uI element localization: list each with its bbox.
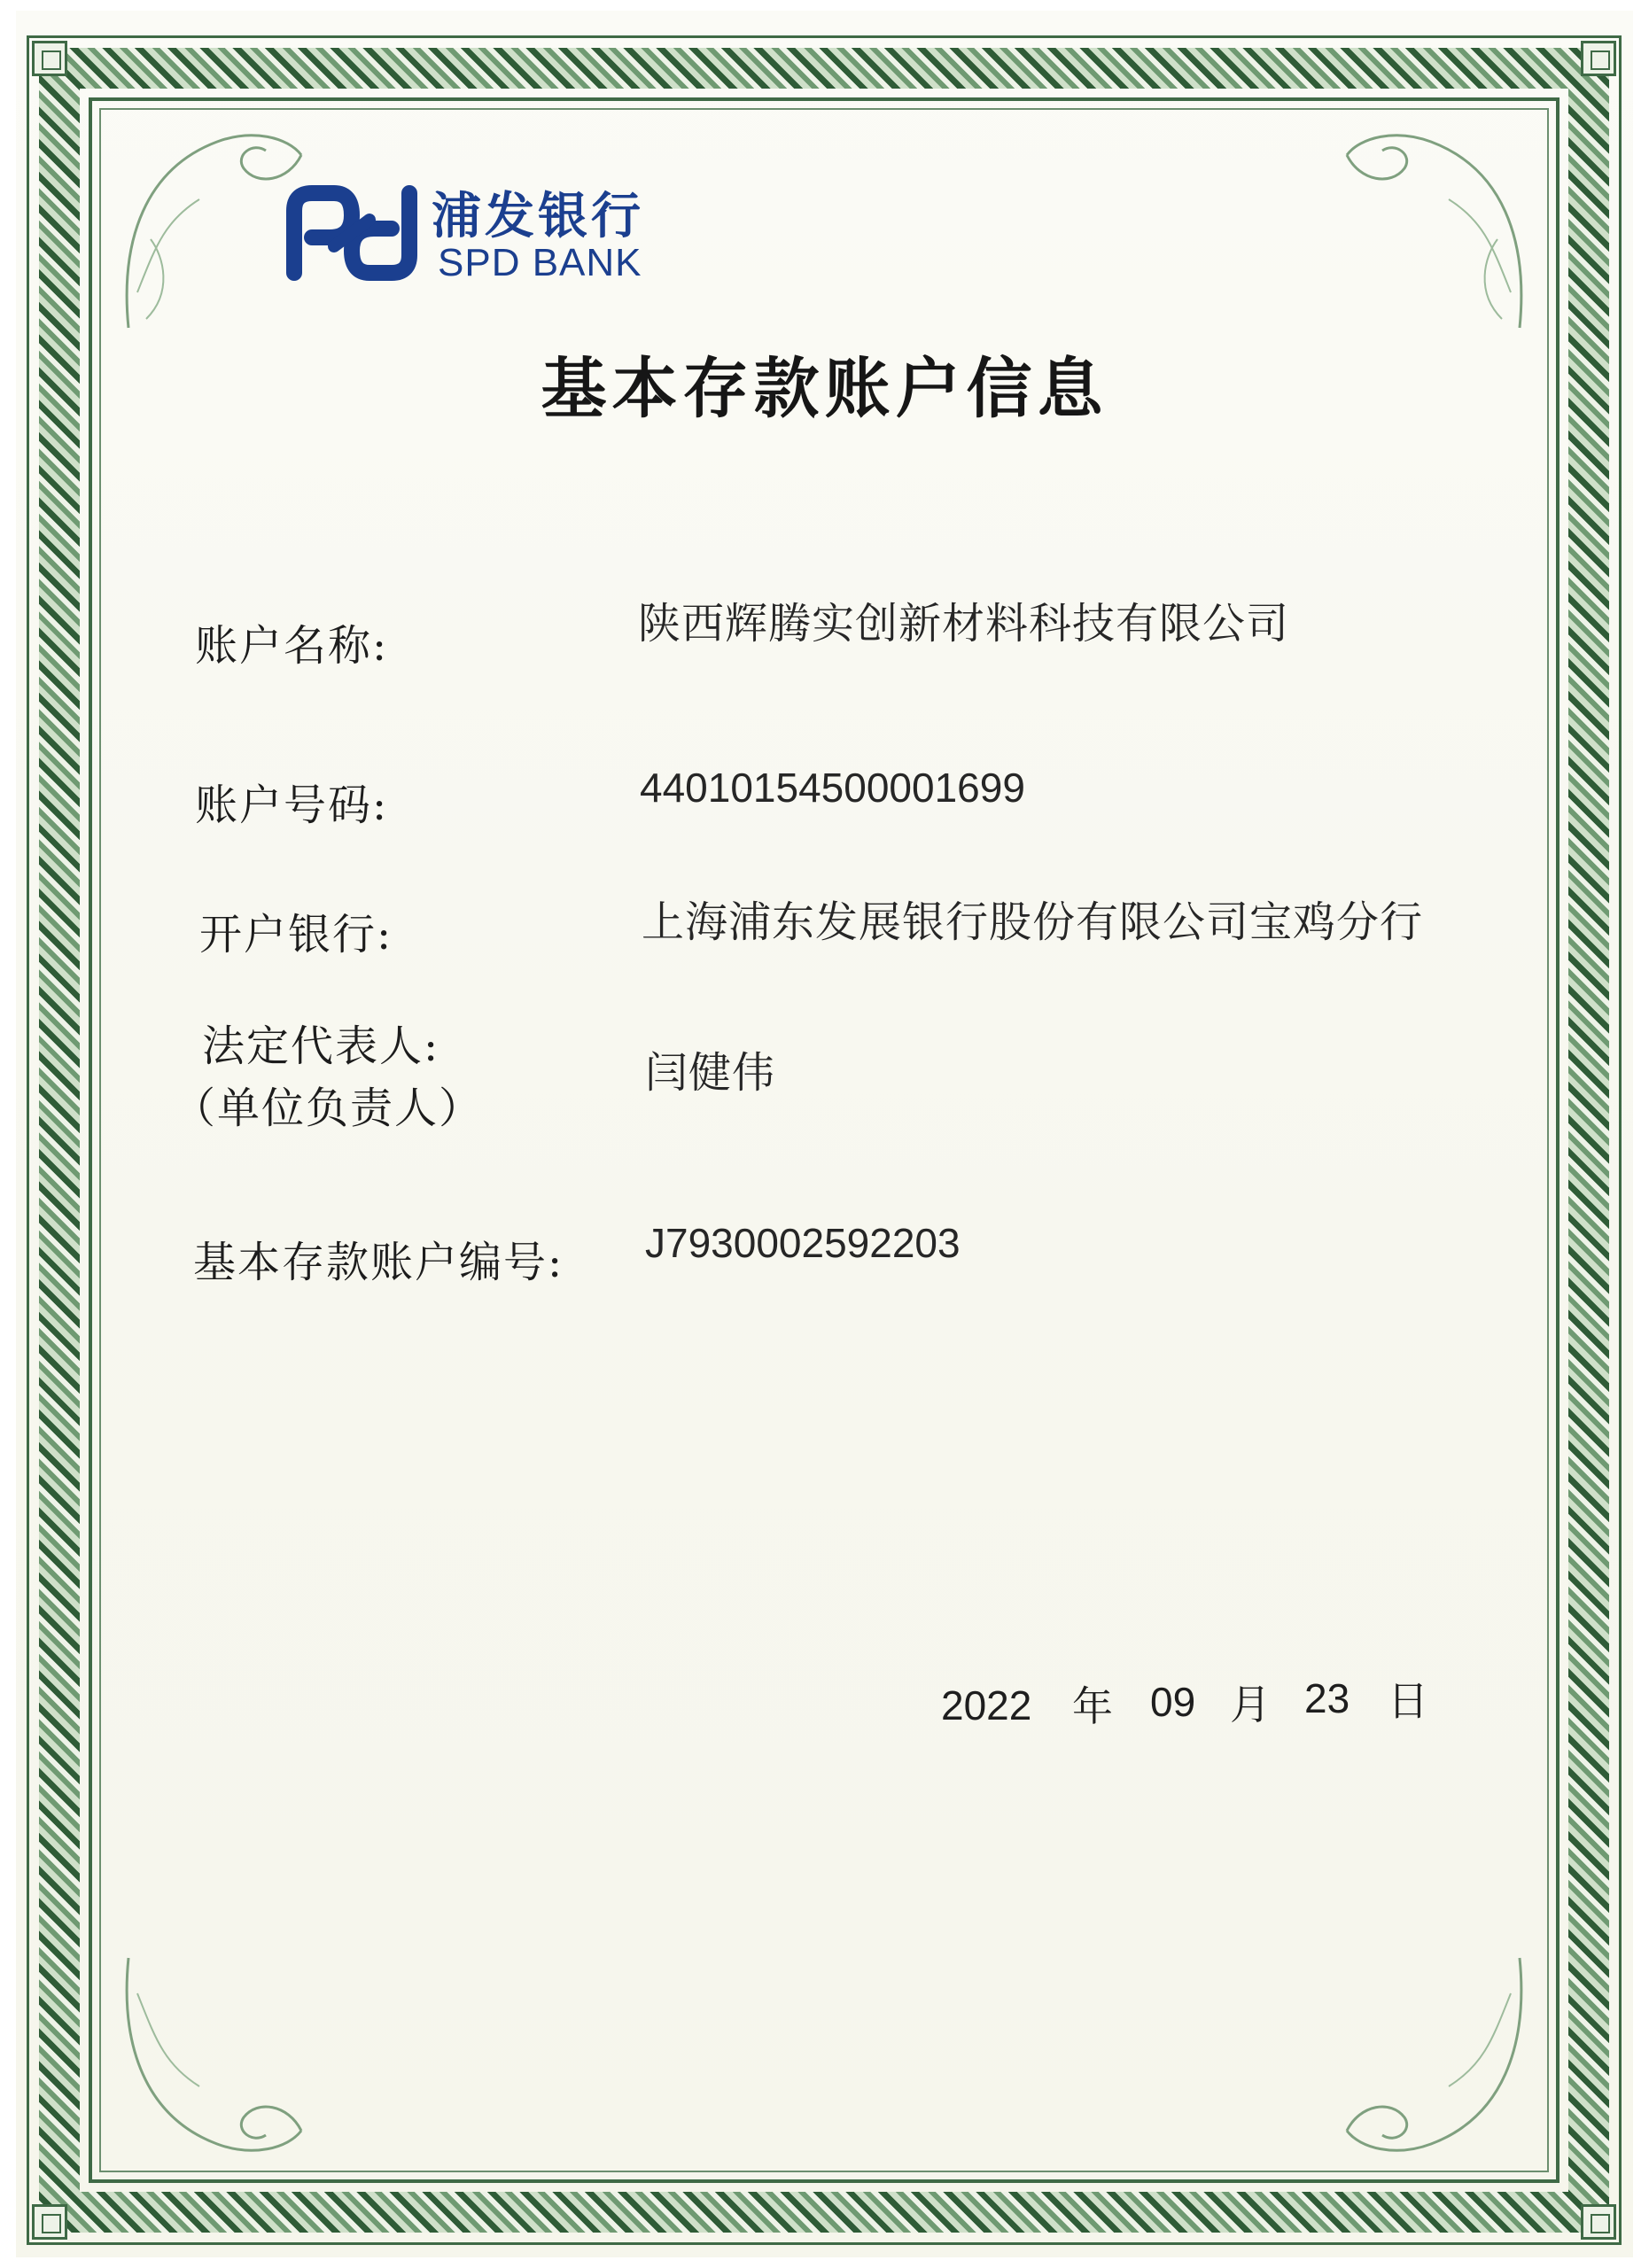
basic-account-id-label: 基本存款账户编号: xyxy=(193,1238,564,1287)
spd-bank-logo xyxy=(285,177,657,292)
legal-rep-label: 法定代表人: xyxy=(202,1021,440,1071)
account-number-value: 44010154500001699 xyxy=(640,765,1025,811)
border-corner-bottom-left xyxy=(32,2204,67,2240)
corner-ornament-top-left xyxy=(111,115,315,346)
account-number-label: 账户号码: xyxy=(195,781,389,830)
spd-logo-mark-icon xyxy=(285,184,418,282)
opening-bank-label: 开户银行: xyxy=(199,910,393,959)
date-day-unit: 日 xyxy=(1388,1677,1428,1725)
date-day: 23 xyxy=(1304,1675,1350,1721)
date-year: 2022 xyxy=(941,1682,1032,1728)
corner-ornament-bottom-left xyxy=(111,1940,315,2171)
legal-rep-value: 闫健伟 xyxy=(645,1048,776,1098)
document-title: 基本存款账户信息 xyxy=(541,351,1108,427)
account-name-label: 账户名称: xyxy=(195,621,389,671)
date-month: 09 xyxy=(1150,1679,1196,1725)
border-corner-bottom-right xyxy=(1581,2204,1616,2240)
border-corner-top-left xyxy=(32,41,67,76)
bank-name-english: SPD BANK xyxy=(438,241,642,284)
basic-account-id-value: J7930002592203 xyxy=(645,1220,961,1266)
account-name-value: 陕西辉腾实创新材料科技有限公司 xyxy=(638,599,1290,649)
date-year-unit: 年 xyxy=(1072,1682,1113,1730)
legal-rep-sublabel: （单位负责人） xyxy=(173,1084,484,1133)
border-corner-top-right xyxy=(1581,41,1616,76)
corner-ornament-bottom-right xyxy=(1334,1940,1537,2171)
bank-name-chinese: 浦发银行 xyxy=(432,188,644,245)
opening-bank-value: 上海浦东发展银行股份有限公司宝鸡分行 xyxy=(642,897,1424,947)
corner-ornament-top-right xyxy=(1334,115,1537,346)
date-month-unit: 月 xyxy=(1230,1681,1271,1728)
